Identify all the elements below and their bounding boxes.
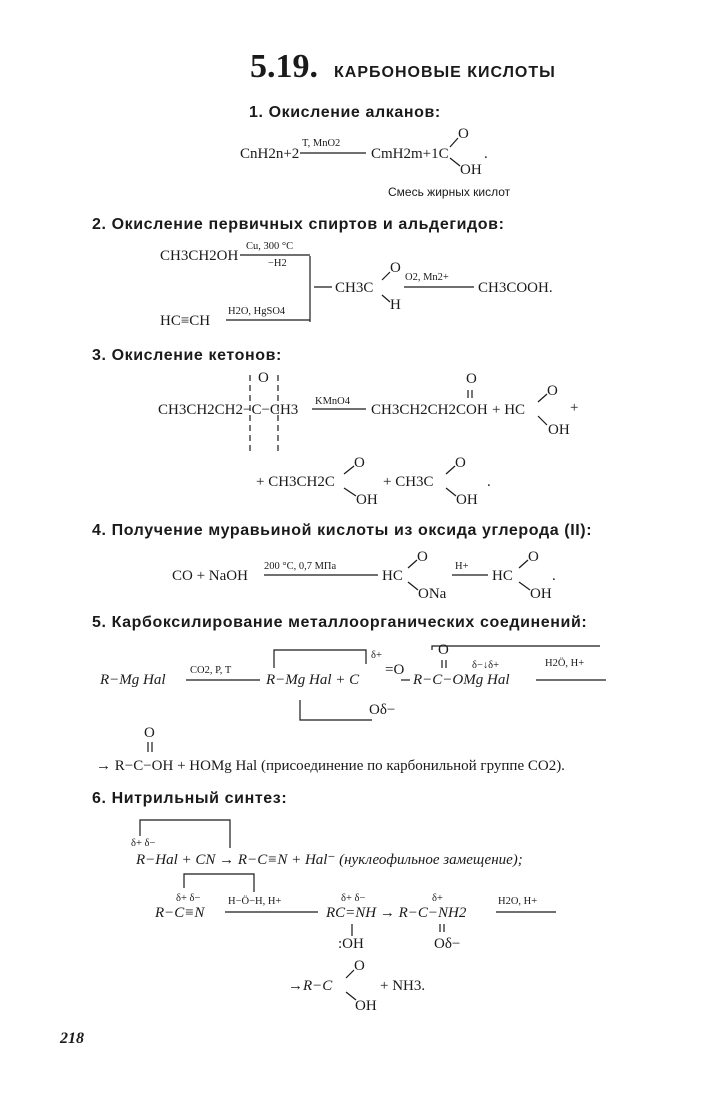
aldehyde-o: O (390, 260, 401, 276)
grignard: R−Mg Hal (100, 672, 166, 688)
ketone: CH3CH2CH2−C−CH3 (158, 402, 299, 418)
section-number: 5.19. (250, 48, 318, 85)
delta-arrow: δ−↓δ+ (472, 660, 499, 671)
cond-hg: H2O, HgSO4 (228, 306, 286, 317)
propionic: + CH3CH2C (256, 474, 335, 490)
butyric-o: O (466, 371, 477, 387)
dot: . (484, 146, 488, 162)
section-heading-2: 2. Окисление первичных спиртов и альдегидов: (92, 216, 505, 233)
acetic: + CH3C (383, 474, 434, 490)
amide-o: Oδ− (434, 936, 461, 952)
imidic: RC=NH → R−C−NH2 (326, 905, 467, 921)
formic-c: + HC (492, 402, 526, 418)
aldehyde-h: H (390, 297, 401, 313)
alkane-reactant: CnH2n+2 (240, 146, 300, 162)
formic-oh2: OH (530, 586, 552, 602)
ketone-o: O (258, 370, 269, 386)
carbonyl-o: O (458, 126, 469, 142)
ammonia: + NH3. (380, 978, 426, 994)
acetaldehyde: CH3C (335, 280, 374, 296)
cond-kmno4: KMnO4 (315, 396, 351, 407)
cond-h2o-2: H2O, H+ (498, 896, 538, 907)
co2-o-delta: Oδ− (369, 702, 396, 718)
carboxylate-o: O (438, 642, 449, 658)
acid-chain: CmH2m+1C (371, 146, 449, 162)
imidic-oh: :OH (338, 936, 364, 952)
cond-cu: Cu, 300 °C (246, 241, 294, 252)
cond-o2: O2, Mn2+ (405, 272, 449, 283)
formate-ona: ONa (418, 586, 447, 602)
dot: . (552, 568, 556, 584)
acid-oh: OH (355, 998, 377, 1014)
hydroxyl: OH (460, 162, 482, 178)
section-heading-5: 5. Карбоксилирование металлоорганических соединений: (92, 614, 588, 631)
acetic-o: O (455, 455, 466, 471)
formic-oh: OH (548, 422, 570, 438)
co2-o: =O (385, 662, 405, 678)
formic-o2: O (528, 549, 539, 565)
co-naoh: CO + NaOH (172, 568, 248, 584)
cond-h2o: H2Ö, H+ (545, 658, 585, 669)
final-line: → R−C−OH + HOMg Hal (присоединение по карбонильной группе CO2). (96, 758, 565, 774)
cond-water: H−Ö−H, H+ (228, 896, 282, 907)
delta-4: δ+ (432, 893, 443, 904)
acetic-acid: CH3COOH. (478, 280, 553, 296)
condition-1: T, MnO2 (302, 138, 341, 149)
section-heading-1: 1. Окисление алканов: (249, 104, 441, 121)
cond-h: H+ (455, 561, 469, 572)
acetylene: HC≡CH (160, 313, 211, 329)
acid-line: →R−C (288, 978, 333, 994)
propionic-o: O (354, 455, 365, 471)
section-heading-6: 6. Нитрильный синтез: (92, 790, 288, 807)
formic: HC (492, 568, 513, 584)
delta-3: δ+ δ− (341, 893, 366, 904)
formate: HC (382, 568, 403, 584)
cond-200: 200 °C, 0,7 МПа (264, 561, 337, 572)
section-heading-3: 3. Окисление кетонов: (92, 347, 282, 364)
delta-plus: δ+ (371, 650, 382, 661)
section-heading-4: 4. Получение муравьиной кислоты из оксида углерода (II): (92, 522, 593, 539)
formic-o: O (547, 383, 558, 399)
grignard-co2: R−Mg Hal + C (266, 672, 360, 688)
cond-h2: −H2 (268, 258, 287, 269)
nitrile-line1: R−Hal + CN → R−C≡N + Hal⁻ (нуклеофильное замещение); (136, 852, 523, 868)
plus: + (570, 400, 579, 416)
butyric-acid: CH3CH2CH2COH (371, 402, 488, 418)
ethanol: CH3CH2OH (160, 248, 239, 264)
nitrile: R−C≡N (155, 905, 205, 921)
page-number: 218 (60, 1030, 84, 1047)
delta-1: δ+ δ− (131, 838, 156, 849)
caption: Смесь жирных кислот (388, 185, 511, 199)
delta-2: δ+ δ− (176, 893, 201, 904)
page-title: КАРБОНОВЫЕ КИСЛОТЫ (334, 64, 556, 81)
acid-o: O (354, 958, 365, 974)
formate-o: O (417, 549, 428, 565)
dot: . (487, 474, 491, 490)
cond-co2: CO2, P, T (190, 665, 232, 676)
propionic-oh: OH (356, 492, 378, 508)
acetic-oh: OH (456, 492, 478, 508)
final-o: O (144, 725, 155, 741)
carboxylate: R−C−OMg Hal (413, 672, 510, 688)
